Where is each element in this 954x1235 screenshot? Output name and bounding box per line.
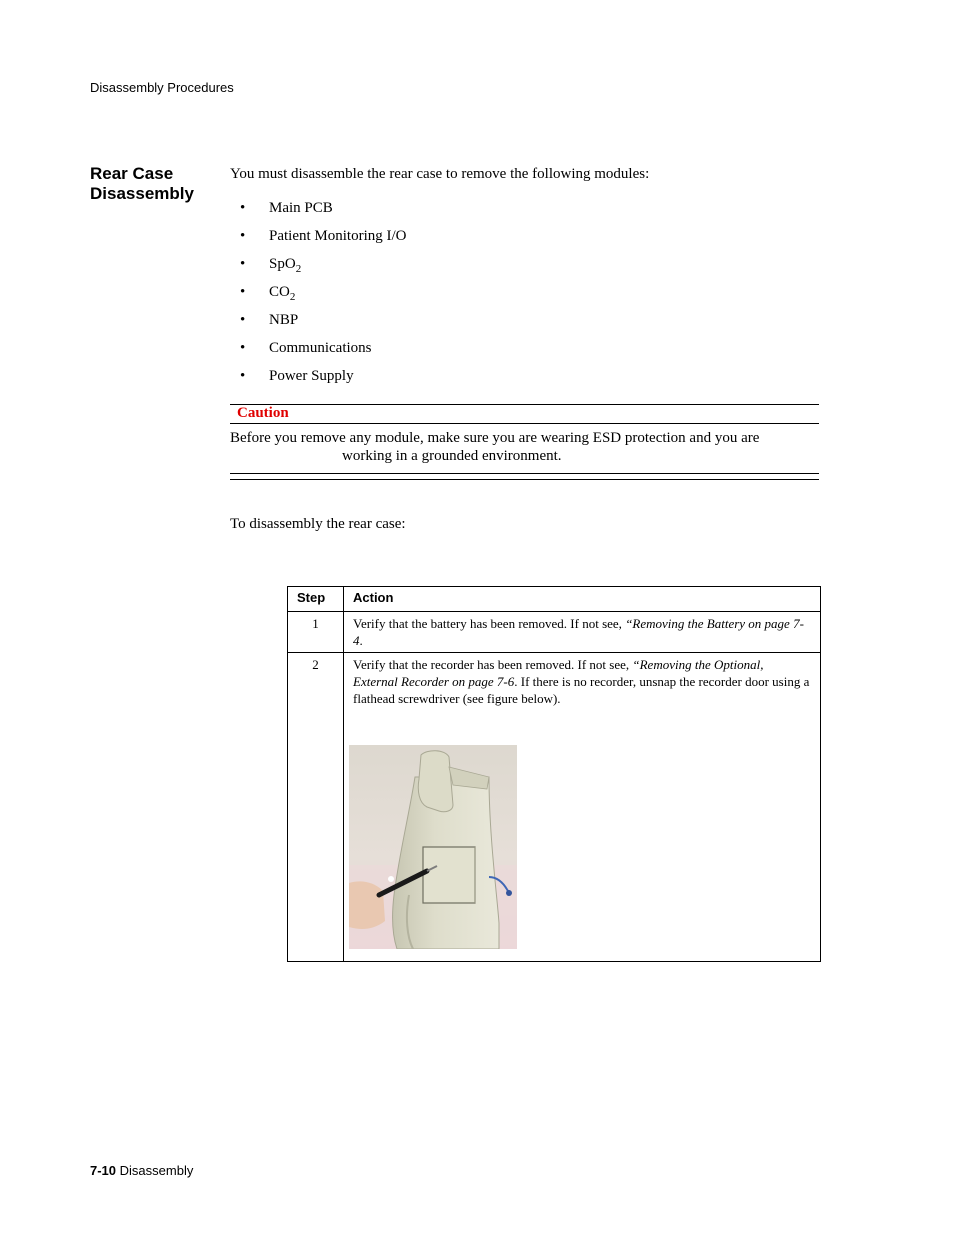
step-number: 2	[288, 653, 344, 962]
table-row	[288, 612, 821, 653]
caution-text-line1: Before you remove any module, make sure you are wearing ESD protection and you are	[230, 430, 760, 446]
section-title-line2: Disassembly	[90, 184, 194, 203]
caution-label: Caution	[237, 405, 289, 421]
module-name: Main PCB	[269, 200, 333, 216]
step-number: 1	[288, 612, 344, 653]
module-name: $CO_2$	[269, 284, 296, 303]
module-name: SpO$_2$	[269, 256, 302, 275]
bullet: •	[240, 228, 246, 244]
module-name: NBP	[269, 312, 299, 328]
caution-bottom-rule	[230, 473, 819, 474]
subscript: 2	[289, 291, 296, 303]
running-header: Disassembly Procedures	[90, 80, 234, 95]
bullet: •	[240, 312, 246, 328]
bullet: •	[240, 368, 246, 384]
cross-reference-link: “Removing the Battery on page 7-4	[353, 616, 804, 648]
subscript: 2	[295, 263, 302, 275]
column-header-step: Step	[288, 587, 344, 612]
column-header-action: Action	[344, 587, 821, 612]
bullet: •	[240, 256, 246, 272]
caution-label-rule	[230, 423, 819, 424]
bullet: •	[240, 340, 246, 356]
caution-text-line2: working in a grounded environment.	[342, 448, 562, 464]
steps-table	[287, 586, 821, 962]
bullet: •	[240, 284, 246, 300]
table-row	[288, 653, 821, 962]
table-header-row	[288, 587, 821, 612]
page-footer	[90, 1163, 193, 1178]
module-name: Communications	[269, 340, 372, 356]
page-number: 7-10	[90, 1163, 117, 1178]
module-name: Patient Monitoring I/O	[269, 228, 407, 244]
procedure-intro: To disassembly the rear case:	[230, 516, 406, 532]
module-name: Power Supply	[269, 368, 354, 384]
cross-reference-link: “Removing the Optional, External Recorder on page 7-6	[353, 657, 764, 689]
step-action: Verify that the recorder has been removed. If not see, “Removing the Optional, External Recorder on page 7-6. If there is no recorder, unsnap the recorder door using a flathead screwdriver (see figure below).	[344, 653, 821, 962]
intro-paragraph: You must disassemble the rear case to remove the following modules:	[230, 166, 650, 182]
footer-chapter: Disassembly	[119, 1163, 194, 1178]
caution-bottom-rule-2	[230, 479, 819, 480]
section-title-line1: Rear Case	[90, 164, 174, 183]
step-action: Verify that the battery has been removed. If not see, “Removing the Battery on page 7-4.	[344, 612, 821, 653]
caution-top-rule	[230, 404, 819, 405]
section-title	[90, 164, 194, 204]
recorder-door-photo	[349, 745, 517, 949]
bullet: •	[240, 200, 246, 216]
